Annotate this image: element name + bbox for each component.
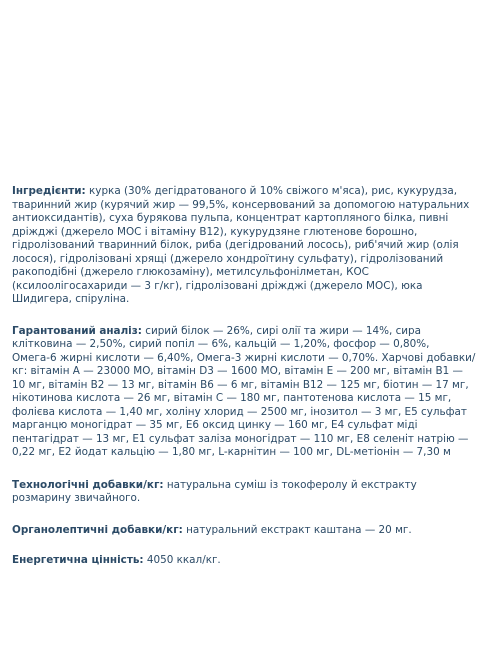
guaranteed-analysis-label: Гарантований аналіз: — [12, 324, 142, 337]
technological-additives-text: натуральна суміш із токоферолу й екстракту розмарину звичайного. — [12, 478, 417, 504]
organoleptic-additives-text: натуральний екстракт каштана — 20 мг. — [182, 523, 412, 536]
ingredients-section — [12, 185, 476, 307]
ingredients-label: Інгредієнти: — [12, 185, 86, 197]
energy-value-text: 4050 ккал/кг. — [143, 554, 221, 566]
guaranteed-analysis-section — [12, 325, 476, 460]
guaranteed-analysis-text: сирий білок — 26%, сирі олії та жири — 14%, сира клітковина — 2,50%, сирий попіл — 6%, кальцій — 1,20%, фосфор — 0,80%, Омега-6 жирні кислоти — 6,40%, Омега-3 жирні кислоти — 0,70%. Харчові добавки/кг: вітамін A — 23000 МО, вітамін D3 — 1600 МО, вітамін E — 200 мг, вітамін B1 — 10 мг, вітамін B2 — 13 мг, вітамін B6 — 6 мг, вітамін B12 — 125 мг, біотин — 17 мг, нікотинова кислота — 26 мг, вітамін C — 180 мг, пантотенова кислота — 15 мг, фолієва кислота — 1,40 мг, холіну хлорид — 2500 мг, інозитол — 3 мг, E5 сульфат марганцю моногідрат — 35 мг, E6 оксид цинку — 160 мг, E4 сульфат міді пентагідрат — 13 мг, E1 сульфат заліза моногідрат — 110 мг, E8 селеніт натрію — 0,22 мг, E2 йодат кальцію — 1,80 мг, L-карнітин — 100 мг, DL-метіонін — 7,30 м — [12, 324, 476, 458]
technological-additives-label: Технологічні добавки/кг: — [12, 478, 164, 491]
technological-additives-section — [12, 479, 476, 506]
organoleptic-additives-label: Органолептичні добавки/кг: — [12, 523, 183, 536]
energy-value-section — [12, 554, 476, 568]
product-description — [12, 185, 476, 585]
organoleptic-additives-section — [12, 524, 476, 538]
energy-value-label: Енергетична цінність: — [12, 554, 144, 566]
ingredients-text: курка (30% дегідратованого й 10% свіжого м'яса), рис, кукурудза, тваринний жир (курячий жир — 99,5%, консервований за допомогою натуральних антиоксидантів), суха бурякова пульпа, концентрат картопляного білка, пивні дріжджі (джерело MOC і вітаміну B12), кукурудзяне глютенове борошно, гідролізований тваринний білок, риба (дегідрований лосось), риб'ячий жир (олія лосося), гідролізовані хрящі (джерело хондроїтину сульфату), гідролізований ракоподібні (джерело глюкозаміну), метилсульфонілметан, КОС (ксилоолігосахариди — 3 г/кг), гідролізовані дріжджі (джерело MOC), юка Шидигера, спіруліна. — [12, 185, 470, 305]
